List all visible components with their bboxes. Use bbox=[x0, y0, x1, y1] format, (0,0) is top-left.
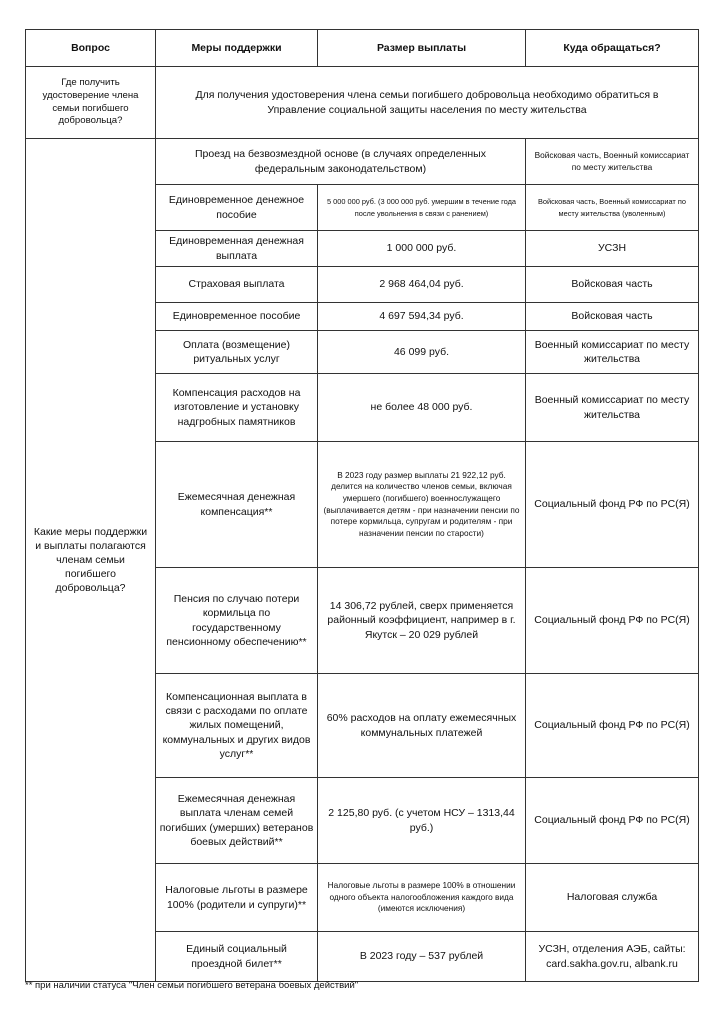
where-cell: Военный комиссариат по месту жительства bbox=[526, 331, 699, 374]
header-question: Вопрос bbox=[26, 30, 156, 67]
where-cell: Войсковая часть, Военный комиссариат по месту жительства (уволенным) bbox=[526, 185, 699, 231]
travel-where: Войсковая часть, Военный комиссариат по месту жительства bbox=[526, 139, 699, 185]
measure-cell: Ежемесячная денежная выплата членам семей погибших (умерших) ветеранов боевых действий** bbox=[156, 778, 318, 864]
where-cell: УСЗН bbox=[526, 231, 699, 267]
measure-cell: Единовременное пособие bbox=[156, 303, 318, 331]
certificate-question: Где получить удостоверение члена семьи погибшего добровольца? bbox=[26, 67, 156, 139]
where-cell: Социальный фонд РФ по РС(Я) bbox=[526, 568, 699, 674]
certificate-answer: Для получения удостоверения члена семьи погибшего добровольца необходимо обратиться в Управление социальной защиты населения по месту жительства bbox=[156, 67, 699, 139]
header-row bbox=[26, 30, 699, 67]
amount-cell: 14 306,72 рублей, сверх применяется районный коэффициент, например в г. Якутск – 20 029 рублей bbox=[318, 568, 526, 674]
support-question: Какие меры поддержки и выплаты полагаются членам семьи погибшего добровольца? bbox=[26, 139, 156, 982]
where-cell: УСЗН, отделения АЭБ, сайты: card.sakha.gov.ru, albank.ru bbox=[526, 932, 699, 982]
measure-cell: Пенсия по случаю потери кормильца по государственному пенсионному обеспечению** bbox=[156, 568, 318, 674]
header-where: Куда обращаться? bbox=[526, 30, 699, 67]
amount-cell: 4 697 594,34 руб. bbox=[318, 303, 526, 331]
amount-cell: 5 000 000 руб. (3 000 000 руб. умершим в течение года после увольнения в связи с ранением) bbox=[318, 185, 526, 231]
where-cell: Социальный фонд РФ по РС(Я) bbox=[526, 778, 699, 864]
where-cell: Войсковая часть bbox=[526, 267, 699, 303]
amount-cell: не более 48 000 руб. bbox=[318, 374, 526, 442]
amount-cell: В 2023 году – 537 рублей bbox=[318, 932, 526, 982]
amount-cell: 1 000 000 руб. bbox=[318, 231, 526, 267]
measure-cell: Единовременная денежная выплата bbox=[156, 231, 318, 267]
footnote: ** при наличии статуса "Член семьи погибшего ветерана боевых действий" bbox=[25, 980, 359, 991]
where-cell: Войсковая часть bbox=[526, 303, 699, 331]
where-cell: Социальный фонд РФ по РС(Я) bbox=[526, 442, 699, 568]
amount-cell: 2 968 464,04 руб. bbox=[318, 267, 526, 303]
measure-cell: Компенсационная выплата в связи с расходами по оплате жилых помещений, коммунальных и других видов услуг** bbox=[156, 674, 318, 778]
amount-cell: В 2023 году размер выплаты 21 922,12 руб. делится на количество членов семьи, включая умершего (погибшего) военнослужащего (выплачивается детям - при назначении пенсии по потере кормильца, супругам и родителям - при назначении пенсии по старости) bbox=[318, 442, 526, 568]
travel-measure: Проезд на безвозмездной основе (в случаях определенных федеральным законодательством) bbox=[156, 139, 526, 185]
measure-cell: Компенсация расходов на изготовление и установку надгробных памятников bbox=[156, 374, 318, 442]
measure-cell: Единый социальный проездной билет** bbox=[156, 932, 318, 982]
header-measures: Меры поддержки bbox=[156, 30, 318, 67]
measure-cell: Ежемесячная денежная компенсация** bbox=[156, 442, 318, 568]
measure-cell: Единовременное денежное пособие bbox=[156, 185, 318, 231]
amount-cell: 60% расходов на оплату ежемесячных коммунальных платежей bbox=[318, 674, 526, 778]
amount-cell: Налоговые льготы в размере 100% в отношении одного объекта налогообложения каждого вида (имеются исключения) bbox=[318, 864, 526, 932]
support-measures-table bbox=[25, 29, 699, 982]
where-cell: Социальный фонд РФ по РС(Я) bbox=[526, 674, 699, 778]
where-cell: Военный комиссариат по месту жительства bbox=[526, 374, 699, 442]
measure-cell: Налоговые льготы в размере 100% (родители и супруги)** bbox=[156, 864, 318, 932]
measure-cell: Страховая выплата bbox=[156, 267, 318, 303]
certificate-row bbox=[26, 67, 699, 139]
header-amount: Размер выплаты bbox=[318, 30, 526, 67]
measure-cell: Оплата (возмещение) ритуальных услуг bbox=[156, 331, 318, 374]
amount-cell: 2 125,80 руб. (с учетом НСУ – 1313,44 руб.) bbox=[318, 778, 526, 864]
where-cell: Налоговая служба bbox=[526, 864, 699, 932]
table-row bbox=[26, 139, 699, 185]
amount-cell: 46 099 руб. bbox=[318, 331, 526, 374]
